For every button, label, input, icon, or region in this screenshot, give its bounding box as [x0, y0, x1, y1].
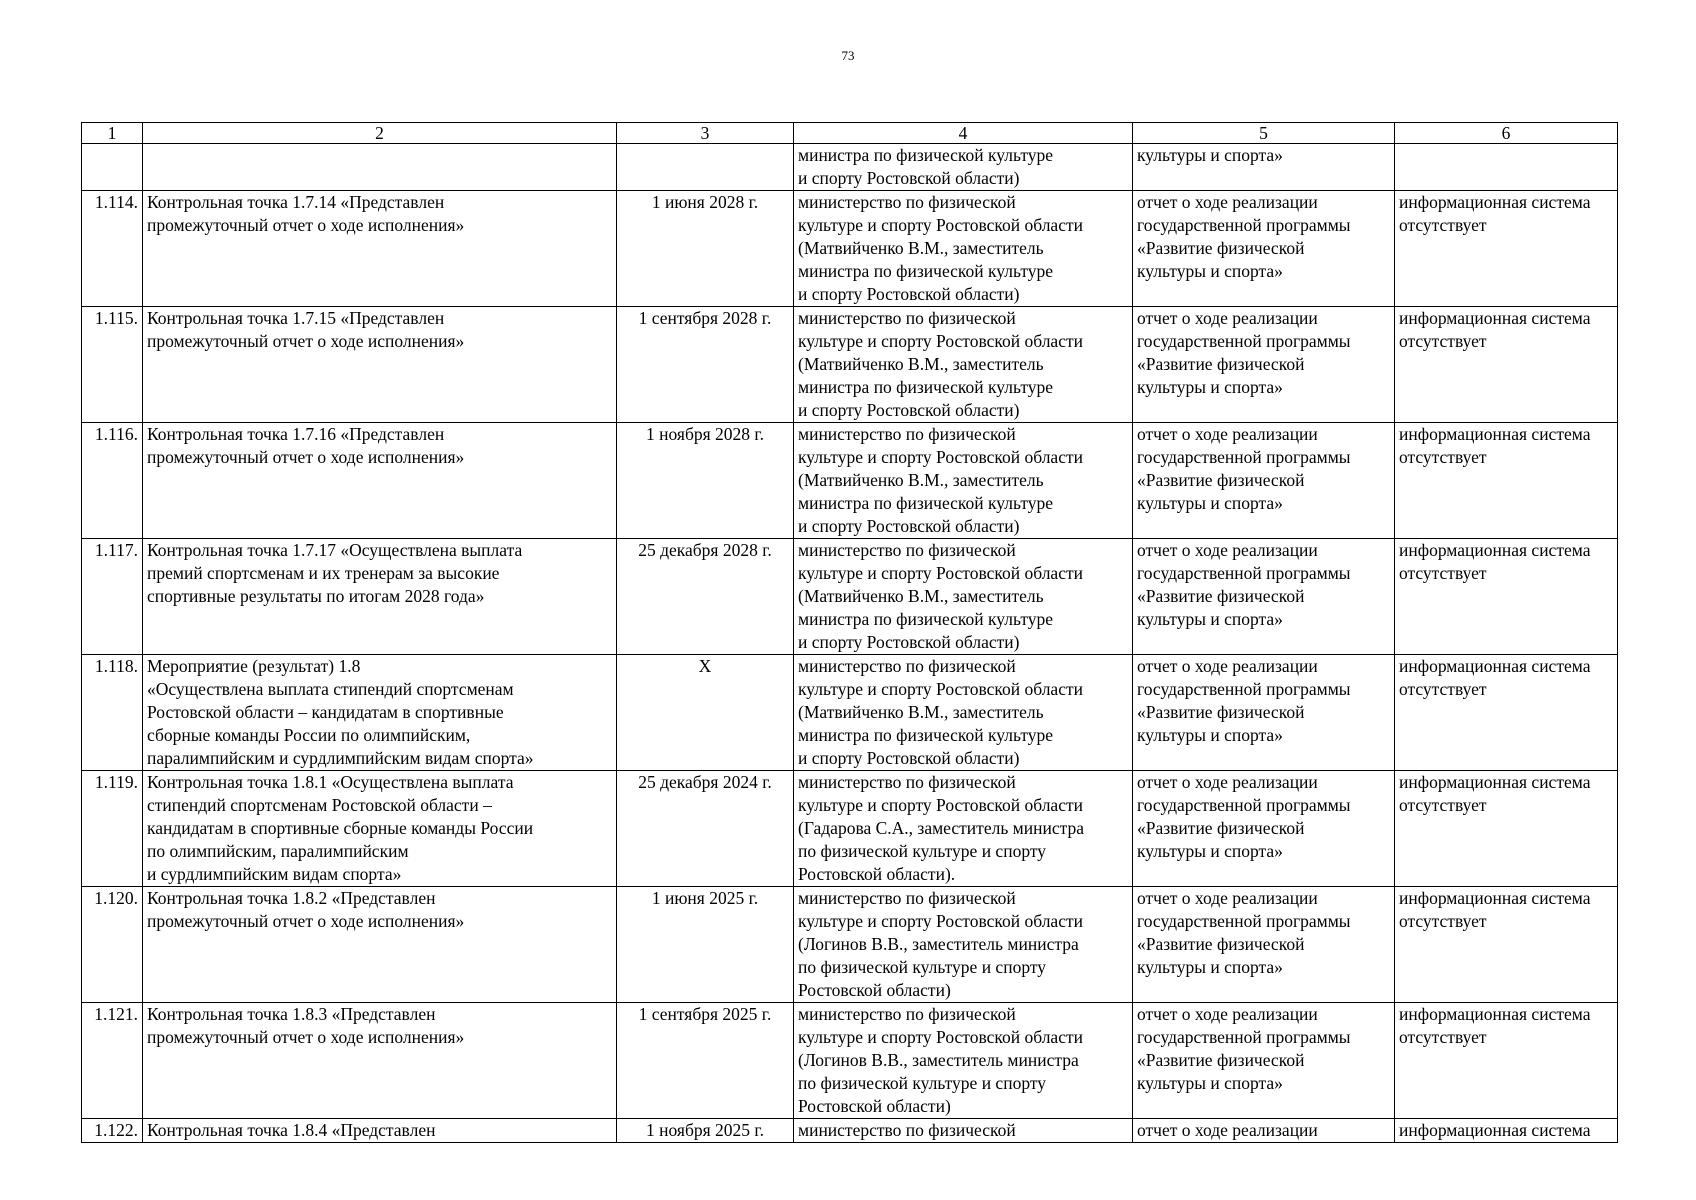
col-header-4: 4	[794, 123, 1133, 144]
cell-document-text: отчет о ходе реализации государственной программы «Развитие физической культуры и спорта»	[1137, 888, 1351, 977]
cell-event-name-text: Контрольная точка 1.7.15 «Представлен промежуточный отчет о ходе исполнения»	[147, 308, 465, 351]
cell-number-text: 1.116.	[94, 424, 138, 444]
cell-event-name	[143, 191, 617, 307]
cell-number-text: 1.115.	[94, 308, 138, 328]
cell-info-system	[1395, 539, 1618, 655]
cell-event-name-text: Контрольная точка 1.7.16 «Представлен промежуточный отчет о ходе исполнения»	[147, 424, 465, 467]
cell-responsible-text: министерство по физической культуре и спорту Ростовской области (Логинов В.В., заместитель министра по физической культуре и спорту Ростовской области)	[798, 1004, 1083, 1116]
cell-info-system-text: информационная система отсутствует	[1399, 1004, 1591, 1047]
cell-info-system	[1395, 144, 1618, 191]
cell-event-name-text: Контрольная точка 1.8.1 «Осуществлена выплата стипендий спортсменам Ростовской области – кандидатам в спортивные сборные команды России по олимпийским, паралимпийским и сурдлимпийским видам спорта»	[147, 772, 534, 884]
col-header-1: 1	[82, 123, 143, 144]
cell-document-text: отчет о ходе реализации государственной программы «Развитие физической культуры и спорта»	[1137, 540, 1351, 629]
cell-number	[82, 191, 143, 307]
cell-number	[82, 307, 143, 423]
cell-event-name	[143, 539, 617, 655]
cell-document	[1133, 307, 1395, 423]
table-row	[82, 539, 1618, 655]
cell-deadline-text: 1 сентября 2028 г.	[638, 308, 772, 328]
cell-info-system-text: информационная система	[1399, 1120, 1591, 1140]
cell-document	[1133, 887, 1395, 1003]
cell-document-text: отчет о ходе реализации государственной программы «Развитие физической культуры и спорта»	[1137, 772, 1351, 861]
cell-deadline	[617, 423, 794, 539]
cell-event-name-text: Контрольная точка 1.8.3 «Представлен промежуточный отчет о ходе исполнения»	[147, 1004, 465, 1047]
table-row	[82, 144, 1618, 191]
cell-number	[82, 655, 143, 771]
cell-deadline	[617, 771, 794, 887]
cell-number-text: 1.119.	[94, 772, 138, 792]
cell-event-name	[143, 1003, 617, 1119]
cell-responsible-text: министерство по физической культуре и спорту Ростовской области (Матвийченко В.М., заместитель министра по физической культуре и спорту Ростовской области)	[798, 424, 1083, 536]
table-row	[82, 887, 1618, 1003]
cell-responsible-text: министерство по физической	[798, 1120, 1016, 1140]
cell-deadline-text: Х	[698, 656, 712, 676]
cell-deadline	[617, 307, 794, 423]
cell-document-text: отчет о ходе реализации государственной программы «Развитие физической культуры и спорта»	[1137, 192, 1351, 281]
cell-number	[82, 539, 143, 655]
cell-info-system-text: информационная система отсутствует	[1399, 772, 1591, 815]
cell-event-name-text: Мероприятие (результат) 1.8 «Осуществлена выплата стипендий спортсменам Ростовской области – кандидатам в спортивные сборные команды России по олимпийским, паралимпийским и сурдлимпийским видам спорта»	[147, 656, 534, 768]
cell-responsible	[794, 307, 1133, 423]
cell-info-system	[1395, 307, 1618, 423]
cell-responsible	[794, 1003, 1133, 1119]
cell-info-system-text: информационная система отсутствует	[1399, 424, 1591, 467]
cell-document-text: отчет о ходе реализации государственной программы «Развитие физической культуры и спорта»	[1137, 424, 1351, 513]
cell-responsible-text: министерство по физической культуре и спорту Ростовской области (Логинов В.В., заместитель министра по физической культуре и спорту Ростовской области)	[798, 888, 1083, 1000]
cell-responsible-text: министерство по физической культуре и спорту Ростовской области (Матвийченко В.М., заместитель министра по физической культуре и спорту Ростовской области)	[798, 308, 1083, 420]
cell-document	[1133, 1003, 1395, 1119]
cell-deadline-text: 1 ноября 2025 г.	[646, 1120, 764, 1140]
table-row	[82, 771, 1618, 887]
cell-deadline-text: 1 июня 2028 г.	[651, 192, 759, 212]
cell-number	[82, 771, 143, 887]
cell-number	[82, 144, 143, 191]
cell-responsible-text: министерство по физической культуре и спорту Ростовской области (Гадарова С.А., заместитель министра по физической культуре и спорту Ростовской области).	[798, 772, 1084, 884]
cell-document	[1133, 1119, 1395, 1143]
cell-responsible	[794, 423, 1133, 539]
cell-info-system-text: информационная система отсутствует	[1399, 888, 1591, 931]
cell-number-text: 1.114.	[94, 192, 138, 212]
cell-info-system	[1395, 655, 1618, 771]
table-row	[82, 307, 1618, 423]
cell-info-system-text: информационная система отсутствует	[1399, 540, 1591, 583]
cell-number	[82, 1003, 143, 1119]
cell-responsible	[794, 539, 1133, 655]
cell-responsible-text: министерство по физической культуре и спорту Ростовской области (Матвийченко В.М., заместитель министра по физической культуре и спорту Ростовской области)	[798, 540, 1083, 652]
cell-event-name-text: Контрольная точка 1.7.14 «Представлен промежуточный отчет о ходе исполнения»	[147, 192, 465, 235]
cell-event-name	[143, 307, 617, 423]
cell-deadline	[617, 1119, 794, 1143]
table-row	[82, 1119, 1618, 1143]
cell-deadline	[617, 144, 794, 191]
cell-event-name	[143, 655, 617, 771]
cell-document-text: культуры и спорта»	[1137, 145, 1283, 165]
cell-number	[82, 887, 143, 1003]
cell-number	[82, 1119, 143, 1143]
page-number: 73	[841, 48, 855, 63]
cell-responsible	[794, 144, 1133, 191]
cell-info-system	[1395, 887, 1618, 1003]
cell-event-name	[143, 887, 617, 1003]
cell-deadline	[617, 539, 794, 655]
header-row	[82, 123, 1618, 144]
cell-deadline	[617, 191, 794, 307]
cell-responsible	[794, 887, 1133, 1003]
cell-event-name-text: Контрольная точка 1.8.2 «Представлен промежуточный отчет о ходе исполнения»	[147, 888, 465, 931]
cell-document	[1133, 144, 1395, 191]
cell-deadline	[617, 1003, 794, 1119]
cell-event-name	[143, 1119, 617, 1143]
cell-number-text: 1.117.	[94, 540, 138, 560]
cell-document	[1133, 191, 1395, 307]
cell-responsible-text: министра по физической культуре и спорту Ростовской области)	[798, 145, 1054, 188]
cell-number-text: 1.118.	[94, 656, 138, 676]
cell-deadline-text: 25 декабря 2024 г.	[638, 772, 772, 792]
col-header-6: 6	[1395, 123, 1618, 144]
col-header-5: 5	[1133, 123, 1395, 144]
cell-deadline-text: 25 декабря 2028 г.	[638, 540, 772, 560]
col-header-2: 2	[143, 123, 617, 144]
cell-event-name-text: Контрольная точка 1.8.4 «Представлен	[147, 1120, 436, 1140]
cell-info-system	[1395, 771, 1618, 887]
cell-info-system	[1395, 1003, 1618, 1119]
table-row	[82, 423, 1618, 539]
cell-deadline-text: 1 сентября 2025 г.	[638, 1004, 772, 1024]
col-header-3: 3	[617, 123, 794, 144]
cell-event-name	[143, 771, 617, 887]
table-row	[82, 655, 1618, 771]
cell-info-system-text: информационная система отсутствует	[1399, 192, 1591, 235]
cell-document	[1133, 655, 1395, 771]
table-row	[82, 1003, 1618, 1119]
cell-document-text: отчет о ходе реализации	[1137, 1120, 1318, 1140]
cell-responsible-text: министерство по физической культуре и спорту Ростовской области (Матвийченко В.М., заместитель министра по физической культуре и спорту Ростовской области)	[798, 192, 1083, 304]
cell-responsible	[794, 655, 1133, 771]
cell-document	[1133, 771, 1395, 887]
cell-info-system	[1395, 191, 1618, 307]
cell-document	[1133, 539, 1395, 655]
cell-info-system	[1395, 1119, 1618, 1143]
cell-responsible	[794, 191, 1133, 307]
cell-event-name-text: Контрольная точка 1.7.17 «Осуществлена выплата премий спортсменам и их тренерам за высокие спортивные результаты по итогам 2028 года»	[147, 540, 523, 606]
cell-responsible	[794, 771, 1133, 887]
cell-event-name	[143, 144, 617, 191]
cell-info-system	[1395, 423, 1618, 539]
cell-number-text: 1.120.	[94, 888, 138, 908]
cell-document-text: отчет о ходе реализации государственной программы «Развитие физической культуры и спорта»	[1137, 308, 1351, 397]
cell-event-name	[143, 423, 617, 539]
cell-number-text: 1.122.	[94, 1120, 138, 1140]
cell-deadline-text: 1 июня 2025 г.	[651, 888, 759, 908]
cell-deadline-text: 1 ноября 2028 г.	[646, 424, 764, 444]
cell-number-text: 1.121.	[94, 1004, 138, 1024]
control-points-table	[81, 122, 1618, 1143]
cell-document	[1133, 423, 1395, 539]
cell-info-system-text: информационная система отсутствует	[1399, 656, 1591, 699]
cell-document-text: отчет о ходе реализации государственной программы «Развитие физической культуры и спорта»	[1137, 656, 1351, 745]
cell-responsible-text: министерство по физической культуре и спорту Ростовской области (Матвийченко В.М., заместитель министра по физической культуре и спорту Ростовской области)	[798, 656, 1083, 768]
cell-deadline	[617, 655, 794, 771]
cell-info-system-text: информационная система отсутствует	[1399, 308, 1591, 351]
cell-number	[82, 423, 143, 539]
cell-deadline	[617, 887, 794, 1003]
cell-responsible	[794, 1119, 1133, 1143]
cell-document-text: отчет о ходе реализации государственной программы «Развитие физической культуры и спорта»	[1137, 1004, 1351, 1093]
table-row	[82, 191, 1618, 307]
